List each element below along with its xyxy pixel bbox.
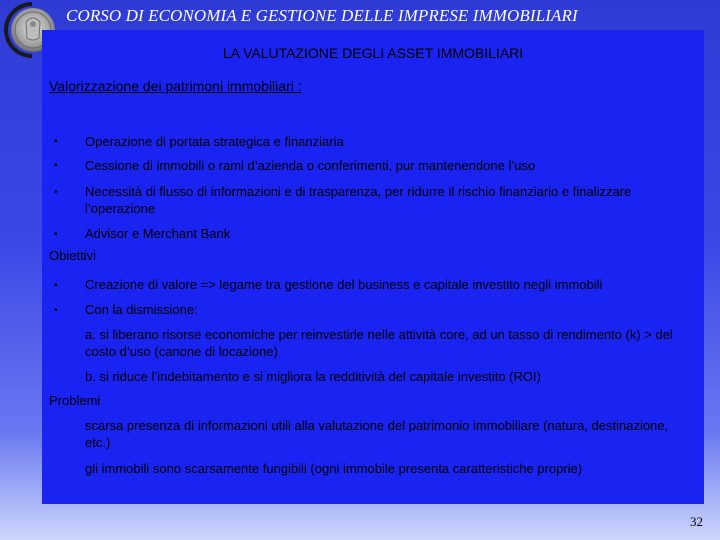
list-item: Operazione di portata strategica e finanziaria [85, 134, 344, 149]
sub-item: a. si liberano risorse economiche per reinvestirle nelle attività core, ad un tasso di rendimento (k) > del costo d’uso (canone di locazione) [85, 327, 673, 359]
slide-title: LA VALUTAZIONE DEGLI ASSET IMMOBILIARI [222, 45, 524, 61]
sub-item: b. si riduce l’indebitamento e si migliora la redditività del capitale investito (ROI) [85, 369, 541, 384]
list-item: Necessità di flusso di informazioni e di trasparenza, per ridurre il rischio finanziario e finalizzare l’operazione [85, 184, 632, 216]
objectives-label: Obiettivi [49, 248, 96, 263]
list-item: Cessione di immobili o rami d’azienda o conferimenti, pur mantenendone l’uso [85, 158, 536, 173]
list-item: Creazione di valore => legame tra gestione del business e capitale investito negli immobili [85, 277, 603, 292]
header-title: CORSO DI ECONOMIA E GESTIONE DELLE IMPRESE IMMOBILIARI [66, 6, 578, 25]
page-number: 32 [690, 514, 703, 529]
bullet-marker: • [54, 187, 58, 198]
bullet-marker: • [54, 305, 58, 316]
bullet-marker: • [54, 280, 58, 291]
bullet-marker: • [54, 160, 58, 171]
bullet-marker: • [54, 229, 58, 240]
problem-item: scarsa presenza di informazioni utili alla valutazione del patrimonio immobiliare (natura, destinazione, etc.) [85, 418, 669, 450]
section-heading: Valorizzazione dei patrimoni immobiliari : [49, 78, 302, 94]
list-item: Advisor e Merchant Bank [85, 226, 231, 241]
bullet-marker: • [54, 136, 58, 147]
problem-item: gli immobili sono scarsamente fungibili (ogni immobile presenta caratteristiche proprie) [85, 461, 583, 476]
problems-label: Problemi [49, 393, 101, 408]
list-item: Con la dismissione: [85, 302, 198, 317]
content-panel [42, 30, 704, 504]
